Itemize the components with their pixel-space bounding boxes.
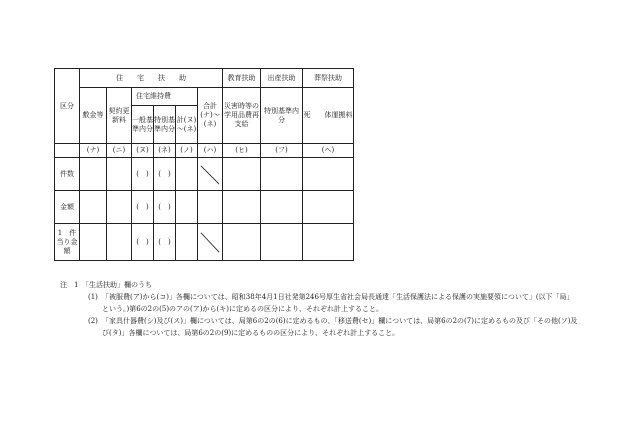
kubun-header: 区分 xyxy=(55,69,80,144)
code-ne: (ネ) xyxy=(154,144,176,158)
table-row xyxy=(55,191,354,224)
code-fu: (フ) xyxy=(261,144,303,158)
row-label: 件数 xyxy=(55,158,80,191)
code-blank xyxy=(55,144,80,158)
saigai-header: 災害時等の学用品費再支給 xyxy=(223,88,261,144)
diagonal-line xyxy=(198,158,222,190)
cell xyxy=(80,191,107,224)
code-nu: (ヌ) xyxy=(132,144,154,158)
note-text: 「被服費(ア)から(コ)」各欄については、昭和38年4月1日社発第246号厚生省社会局長通達「生活保護法による保護の実施要領について」(以下「局」という。)第6の2の(5)のアの(ア)から(キ)に定めるの区分により、それぞれ計上すること。 xyxy=(102,293,574,313)
cell xyxy=(198,191,223,224)
diagonal-line xyxy=(198,224,222,260)
sosai-header: 葬祭扶助 xyxy=(303,69,354,88)
row-label: 1 件当り金額 xyxy=(55,224,80,261)
cell-paren: ( ) xyxy=(154,224,176,261)
cell xyxy=(303,191,354,224)
diagonal-cell xyxy=(198,158,223,191)
cell-paren: ( ) xyxy=(132,224,154,261)
note-number: (2) xyxy=(88,317,98,325)
jutaku-header: 住 宅 扶 助 xyxy=(80,69,223,88)
cell-paren: ( ) xyxy=(132,191,154,224)
shitai-header: 死 体運搬料 xyxy=(303,88,354,144)
cell xyxy=(80,158,107,191)
cell xyxy=(261,224,303,261)
note-item xyxy=(88,315,580,339)
note-number: (1) xyxy=(88,293,98,301)
row-label: 金額 xyxy=(55,191,80,224)
cell xyxy=(80,224,107,261)
cell xyxy=(107,158,132,191)
cell xyxy=(176,224,198,261)
cell xyxy=(176,158,198,191)
diagonal-cell xyxy=(198,224,223,261)
cell xyxy=(303,224,354,261)
kyoiku-header: 教育扶助 xyxy=(223,69,261,88)
notes-section xyxy=(60,279,580,339)
keiyaku-header: 契約更新料 xyxy=(107,88,132,144)
cell xyxy=(261,191,303,224)
gokei-header: 合計(ナ)～(ネ) xyxy=(198,88,223,144)
shikikin-header: 敷金等 xyxy=(80,88,107,144)
cell xyxy=(107,224,132,261)
notes-heading: 注 1 「生活扶助」欄のうち xyxy=(60,281,152,289)
cell xyxy=(223,158,261,191)
code-ni: (ニ) xyxy=(107,144,132,158)
table-row xyxy=(55,224,354,261)
ippan-header: 一般基準内分 xyxy=(132,106,154,144)
cell xyxy=(176,191,198,224)
shussan-header: 出産扶助 xyxy=(261,69,303,88)
cell-paren: ( ) xyxy=(154,158,176,191)
tokubetsu-naibun-header: 特別基準内 分 xyxy=(261,88,303,144)
kei-header: 計(ヌ)～(ネ) xyxy=(176,106,198,144)
code-he: (ヘ) xyxy=(303,144,354,158)
cell xyxy=(107,191,132,224)
code-hi: (ヒ) xyxy=(223,144,261,158)
tokubetsu-kijun-header: 特別基準内分 xyxy=(154,106,176,144)
jutaku-iji-header: 住宅維持費 xyxy=(132,88,198,106)
note-text: 「家具什器費(シ)及び(ス)」欄については、局第6の2の(6)に定めるもの、「移送費(セ)」欄については、局第6の2の(7)に定めるもの及び「その他(ソ)及び(タ)」各欄については、局第6の2の(9)に定めるものの区分により、それぞれ計上すること。 xyxy=(102,317,578,337)
table-row xyxy=(55,158,354,191)
code-ha: (ハ) xyxy=(198,144,223,158)
assistance-table xyxy=(54,68,354,261)
cell xyxy=(223,224,261,261)
note-item xyxy=(88,291,580,315)
cell xyxy=(261,158,303,191)
code-no: (ノ) xyxy=(176,144,198,158)
cell xyxy=(223,191,261,224)
cell xyxy=(303,158,354,191)
cell-paren: ( ) xyxy=(154,191,176,224)
code-na: (ナ) xyxy=(80,144,107,158)
cell-paren: ( ) xyxy=(132,158,154,191)
